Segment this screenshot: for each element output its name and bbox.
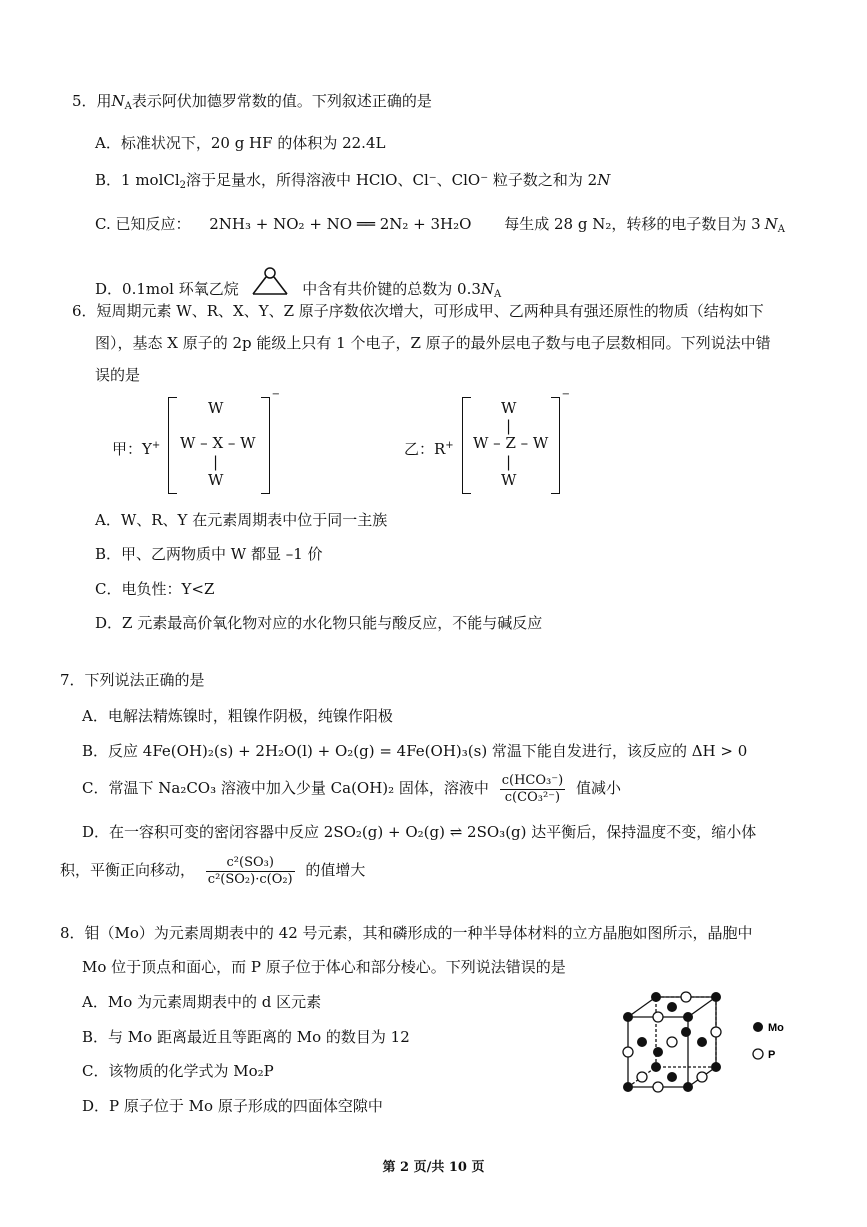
jia-plus: + bbox=[151, 440, 161, 451]
q7-c-numerator: c(HCO₃⁻) bbox=[501, 772, 564, 788]
yi-w-top: W bbox=[501, 399, 517, 417]
legend-p-label: P bbox=[768, 1049, 776, 1061]
jia-center: W – X – W bbox=[180, 434, 256, 452]
q7-d-rest: 的值增大 bbox=[305, 861, 366, 879]
jia-w-bottom: W bbox=[208, 471, 224, 489]
q6-stem-line3: 误的是 bbox=[95, 366, 141, 384]
q5-c-tail-sub: A bbox=[777, 224, 786, 235]
q5-na-sub: A bbox=[124, 101, 132, 112]
q5-stem-rest: 表示阿伏加德罗常数的值。下列叙述正确的是 bbox=[131, 92, 432, 110]
q5-option-c bbox=[95, 213, 785, 241]
q5-c-rest: 每生成 28 g N₂，转移的电子数目为 3 bbox=[504, 215, 761, 233]
jia-left-bracket bbox=[168, 397, 177, 494]
legend-mo-dot bbox=[753, 1022, 763, 1032]
q5-option-b bbox=[95, 169, 610, 197]
q6-stem-line1: 6．短周期元素 W、R、X、Y、Z 原子序数依次增大，可形成甲、乙两种具有强还原性的物质（结构如下 bbox=[72, 302, 764, 320]
q7-c-prefix: C．常温下 Na₂CO₃ 溶液中加入少量 Ca(OH)₂ 固体，溶液中 bbox=[82, 779, 489, 797]
q7-option-d-line1: D．在一容积可变的密闭容器中反应 2SO₂(g) + O₂(g) ⇌ 2SO₃(g) 达平衡后，保持温度不变，缩小体 bbox=[82, 823, 757, 841]
q5-b-cl: Cl bbox=[163, 171, 180, 189]
q5-d-tail: N bbox=[480, 280, 495, 298]
yi-label-text: 乙：R bbox=[404, 440, 446, 458]
yi-structure bbox=[462, 389, 570, 495]
q5-c-tail: N bbox=[764, 215, 778, 233]
q5-stem bbox=[72, 90, 432, 118]
q6-option-c: C．电负性：Y<Z bbox=[95, 580, 215, 598]
yi-right-bracket bbox=[551, 397, 560, 494]
q8-option-b: B．与 Mo 距离最近且等距离的 Mo 的数目为 12 bbox=[82, 1028, 410, 1046]
q7-d-denominator: c²(SO₂)·c(O₂) bbox=[207, 871, 293, 887]
jia-label-text: 甲：Y bbox=[112, 440, 152, 458]
q6-option-d: D．Z 元素最高价氧化物对应的水化物只能与酸反应，不能与碱反应 bbox=[95, 614, 543, 632]
q7-option-d-line2 bbox=[60, 853, 365, 888]
q5-b-rest: 溶于足量水，所得溶液中 HClO、Cl⁻、ClO⁻ 粒子数之和为 2 bbox=[186, 171, 598, 189]
yi-bond-top: | bbox=[506, 417, 512, 435]
q6-stem-line2: 图），基态 X 原子的 2p 能级上只有 1 个电子，Z 原子的最外层电子数与电子层数相同。下列说法中错 bbox=[95, 334, 771, 352]
q7-option-b: B．反应 4Fe(OH)₂(s) + 2H₂O(l) + O₂(g) = 4Fe(OH)₃(s) 常温下能自发进行，该反应的 ΔH > 0 bbox=[82, 742, 748, 760]
q7-d-numerator: c²(SO₃) bbox=[206, 855, 295, 872]
q5-c-equation: 2NH₃ + NO₂ + NO ══ 2N₂ + 3H₂O bbox=[209, 215, 472, 233]
q8-stem-line1: 8．钼（Mo）为元素周期表中的 42 号元素，其和磷形成的一种半导体材料的立方晶胞如图所示，晶胞中 bbox=[60, 924, 753, 942]
q5-d-prefix: D．0.1mol 环氧乙烷 bbox=[95, 280, 239, 298]
yi-minus: − bbox=[561, 389, 570, 400]
q7-c-fraction bbox=[500, 773, 565, 806]
q8-option-c: C．该物质的化学式为 Mo₂P bbox=[82, 1062, 274, 1080]
yi-plus: + bbox=[445, 440, 454, 451]
q7-stem: 7．下列说法正确的是 bbox=[60, 671, 205, 689]
page-footer: 第 2 页/共 10 页 bbox=[382, 1160, 485, 1175]
jia-w-top: W bbox=[208, 399, 224, 417]
q5-b-tail: N bbox=[597, 171, 611, 189]
legend-mo-label: Mo bbox=[768, 1022, 784, 1034]
epoxyethane-structure-icon bbox=[243, 266, 297, 300]
yi-w-bottom: W bbox=[501, 471, 517, 489]
yi-left-bracket bbox=[462, 397, 471, 494]
yi-center: W – Z – W bbox=[473, 434, 549, 452]
legend-p-dot bbox=[753, 1049, 763, 1059]
crystal-cell-diagram bbox=[608, 985, 808, 1105]
q8-option-d: D．P 原子位于 Mo 原子形成的四面体空隙中 bbox=[82, 1097, 383, 1115]
q6-option-b: B．甲、乙两物质中 W 都显 –1 价 bbox=[95, 545, 323, 563]
q5-c-prefix: C. 已知反应： bbox=[95, 215, 191, 233]
q7-option-c bbox=[82, 771, 621, 806]
q8-stem-line2: Mo 位于顶点和面心，而 P 原子位于体心和部分棱心。下列说法错误的是 bbox=[82, 958, 566, 976]
yi-label bbox=[404, 435, 454, 460]
q5-d-rest: 中含有共价键的总数为 0.3 bbox=[302, 280, 481, 298]
jia-right-bracket bbox=[261, 397, 270, 494]
q7-c-denominator: c(CO₃²⁻) bbox=[504, 789, 561, 805]
q5-option-a: A．标准状况下，20 g HF 的体积为 22.4L bbox=[95, 134, 386, 152]
jia-structure bbox=[168, 389, 280, 495]
yi-bond-bottom: | bbox=[506, 453, 512, 471]
jia-bond-bottom: | bbox=[213, 453, 219, 471]
jia-label bbox=[112, 435, 160, 460]
q7-option-a: A．电解法精炼镍时，粗镍作阴极，纯镍作阳极 bbox=[82, 707, 393, 725]
q8-option-a: A．Mo 为元素周期表中的 d 区元素 bbox=[82, 993, 322, 1011]
q6-option-a: A．W、R、Y 在元素周期表中位于同一主族 bbox=[95, 511, 388, 529]
q7-c-rest: 值减小 bbox=[575, 779, 621, 797]
q7-d-fraction bbox=[206, 855, 295, 888]
q5-b-prefix: B．1 mol bbox=[95, 171, 164, 189]
jia-minus: − bbox=[271, 389, 280, 400]
q5-b-cl-sub: 2 bbox=[179, 180, 187, 191]
q5-stem-prefix: 5．用 bbox=[72, 92, 112, 110]
q7-d-prefix: 积，平衡正向移动， bbox=[60, 861, 196, 879]
q5-d-tail-sub: A bbox=[494, 289, 502, 300]
q5-na: N bbox=[111, 92, 125, 110]
